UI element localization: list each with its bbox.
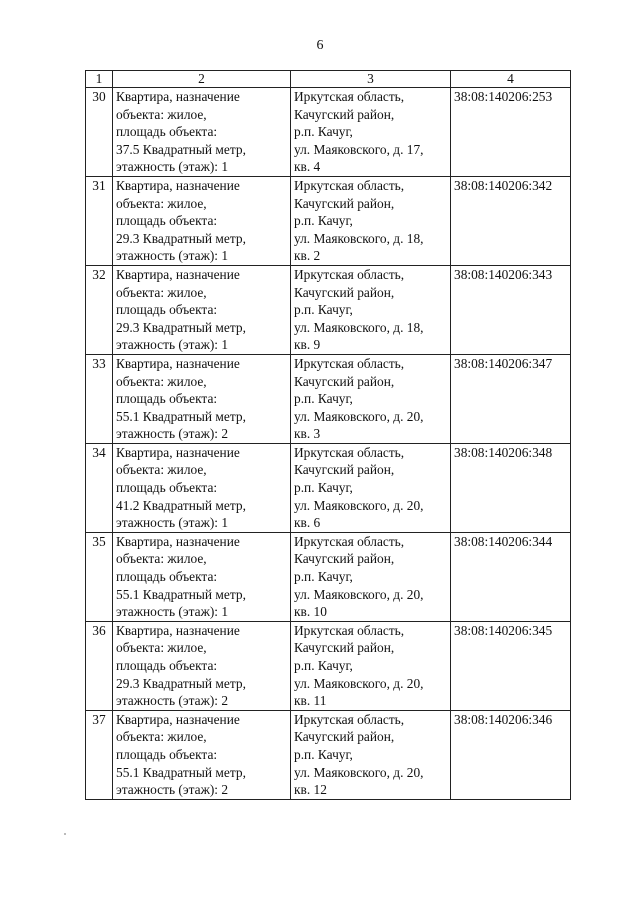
description-line: площадь объекта: (116, 658, 218, 673)
row-number: 31 (86, 176, 113, 265)
object-address (291, 532, 451, 621)
description-line: объекта: жилое, (116, 729, 207, 745)
cadastral-number: 38:08:140206:346 (451, 710, 571, 799)
object-description (113, 176, 291, 265)
address-line: р.п. Качуг, (294, 480, 353, 496)
address-line: р.п. Качуг, (294, 746, 353, 762)
address-line: Качугский район, (294, 284, 395, 300)
description-line: Квартира, назначение (116, 444, 240, 460)
address-line: кв. 9 (294, 337, 321, 353)
address-line: Качугский район, (294, 640, 395, 656)
table-row (86, 532, 571, 621)
description-line: этажность (этаж): 1 (116, 604, 229, 620)
object-address (291, 265, 451, 354)
description-line: площадь объекта: (116, 124, 218, 140)
row-number: 33 (86, 354, 113, 443)
description-line: этажность (этаж): 1 (116, 515, 229, 531)
description-line: Квартира, назначение (116, 266, 240, 282)
object-address (291, 88, 451, 177)
description-line: 55.1 Квадратный метр, (116, 764, 246, 780)
address-line: кв. 2 (294, 248, 321, 264)
table-row (86, 176, 571, 265)
object-description (113, 710, 291, 799)
address-line: Качугский район, (294, 462, 395, 478)
cadastral-number: 38:08:140206:343 (451, 265, 571, 354)
description-line: объекта: жилое, (116, 462, 207, 478)
description-line: этажность (этаж): 1 (116, 159, 229, 175)
cadastral-number: 38:08:140206:347 (451, 354, 571, 443)
object-address (291, 443, 451, 532)
address-line: Иркутская область, (294, 711, 405, 727)
header-col-1: 1 (86, 71, 113, 88)
address-line: Качугский район, (294, 106, 395, 122)
address-line: р.п. Качуг, (294, 302, 353, 318)
description-line: объекта: жилое, (116, 373, 207, 389)
description-line: этажность (этаж): 2 (116, 426, 229, 442)
object-description (113, 443, 291, 532)
address-line: кв. 12 (294, 782, 327, 798)
cadastral-number: 38:08:140206:342 (451, 176, 571, 265)
description-line: площадь объекта: (116, 302, 218, 318)
address-line: кв. 4 (294, 159, 321, 175)
description-line: 55.1 Квадратный метр, (116, 408, 246, 424)
address-line: Качугский район, (294, 195, 395, 211)
cadastral-number: 38:08:140206:344 (451, 532, 571, 621)
object-description (113, 88, 291, 177)
cadastral-number: 38:08:140206:253 (451, 88, 571, 177)
description-line: площадь объекта: (116, 746, 218, 762)
header-col-2: 2 (113, 71, 291, 88)
description-line: объекта: жилое, (116, 640, 207, 656)
description-line: объекта: жилое, (116, 106, 207, 122)
object-description (113, 354, 291, 443)
table-row (86, 265, 571, 354)
object-description (113, 532, 291, 621)
description-line: объекта: жилое, (116, 284, 207, 300)
row-number: 30 (86, 88, 113, 177)
description-line: площадь объекта: (116, 569, 218, 585)
address-line: ул. Маяковского, д. 20, (294, 408, 424, 424)
description-line: объекта: жилое, (116, 195, 207, 211)
address-line: кв. 6 (294, 515, 321, 531)
description-line: Квартира, назначение (116, 89, 240, 104)
address-line: Иркутская область, (294, 444, 405, 460)
address-line: ул. Маяковского, д. 18, (294, 230, 424, 246)
table-row (86, 710, 571, 799)
address-line: Иркутская область, (294, 622, 405, 638)
object-description (113, 621, 291, 710)
address-line: Качугский район, (294, 729, 395, 745)
address-line: кв. 11 (294, 693, 327, 709)
address-line: р.п. Качуг, (294, 658, 353, 673)
description-line: площадь объекта: (116, 213, 218, 229)
address-line: р.п. Качуг, (294, 391, 353, 407)
address-line: Качугский район, (294, 551, 395, 567)
address-line: Иркутская область, (294, 89, 405, 104)
description-line: Квартира, назначение (116, 622, 240, 638)
table-row (86, 621, 571, 710)
object-description (113, 265, 291, 354)
address-line: ул. Маяковского, д. 20, (294, 675, 424, 691)
address-line: ул. Маяковского, д. 18, (294, 319, 424, 335)
description-line: 55.1 Квадратный метр, (116, 586, 246, 602)
description-line: площадь объекта: (116, 480, 218, 496)
address-line: ул. Маяковского, д. 17, (294, 141, 424, 157)
description-line: 29.3 Квадратный метр, (116, 230, 246, 246)
address-line: кв. 3 (294, 426, 321, 442)
header-col-3: 3 (291, 71, 451, 88)
object-address (291, 176, 451, 265)
address-line: кв. 10 (294, 604, 327, 620)
object-address (291, 621, 451, 710)
object-address (291, 354, 451, 443)
description-line: Квартира, назначение (116, 533, 240, 549)
description-line: Квартира, назначение (116, 711, 240, 727)
description-line: Квартира, назначение (116, 177, 240, 193)
description-line: этажность (этаж): 2 (116, 693, 229, 709)
description-line: этажность (этаж): 2 (116, 782, 229, 798)
row-number: 37 (86, 710, 113, 799)
object-address (291, 710, 451, 799)
description-line: 29.3 Квадратный метр, (116, 319, 246, 335)
scan-speck (64, 833, 66, 835)
table-row (86, 443, 571, 532)
address-line: ул. Маяковского, д. 20, (294, 497, 424, 513)
address-line: Иркутская область, (294, 177, 405, 193)
address-line: Иркутская область, (294, 266, 405, 282)
cadastral-number: 38:08:140206:345 (451, 621, 571, 710)
row-number: 32 (86, 265, 113, 354)
address-line: ул. Маяковского, д. 20, (294, 764, 424, 780)
address-line: р.п. Качуг, (294, 124, 353, 140)
description-line: 29.3 Квадратный метр, (116, 675, 246, 691)
address-line: Качугский район, (294, 373, 395, 389)
address-line: р.п. Качуг, (294, 213, 353, 229)
description-line: площадь объекта: (116, 391, 218, 407)
row-number: 36 (86, 621, 113, 710)
header-col-4: 4 (451, 71, 571, 88)
table-row (86, 354, 571, 443)
description-line: объекта: жилое, (116, 551, 207, 567)
table-header-row (86, 71, 571, 88)
table-row (86, 88, 571, 177)
address-line: Иркутская область, (294, 355, 405, 371)
address-line: р.п. Качуг, (294, 569, 353, 585)
page-number: 6 (316, 38, 324, 53)
address-line: Иркутская область, (294, 533, 405, 549)
row-number: 34 (86, 443, 113, 532)
description-line: 41.2 Квадратный метр, (116, 497, 246, 513)
description-line: Квартира, назначение (116, 355, 240, 371)
description-line: 37.5 Квадратный метр, (116, 141, 246, 157)
description-line: этажность (этаж): 1 (116, 248, 229, 264)
property-table (85, 70, 571, 800)
row-number: 35 (86, 532, 113, 621)
description-line: этажность (этаж): 1 (116, 337, 229, 353)
cadastral-number: 38:08:140206:348 (451, 443, 571, 532)
address-line: ул. Маяковского, д. 20, (294, 586, 424, 602)
